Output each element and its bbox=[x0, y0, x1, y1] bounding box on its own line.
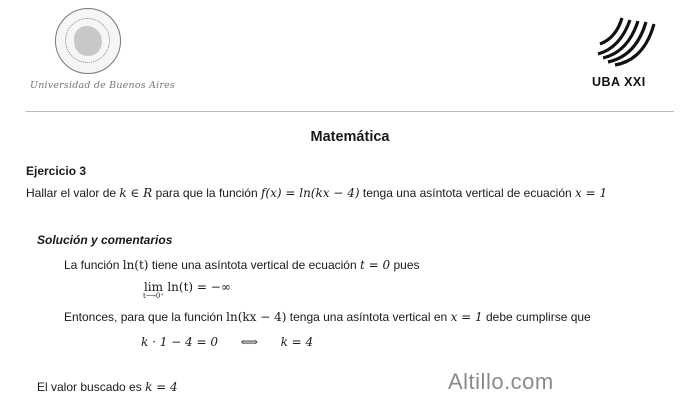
statement-text-2: para que la función bbox=[155, 186, 258, 200]
final-value-math: k = 4 bbox=[145, 380, 178, 394]
equation-left: k · 1 − 4 = 0 bbox=[141, 335, 218, 349]
university-seal-logo bbox=[55, 8, 121, 74]
line3-text-1: Entonces, para que la función bbox=[64, 310, 223, 324]
header-divider bbox=[26, 111, 674, 112]
line3-text-3: debe cumplirse que bbox=[486, 310, 591, 324]
line3-equation-math: x = 1 bbox=[450, 310, 483, 324]
iff-symbol: ⟺ bbox=[240, 335, 258, 349]
limit-word: lim bbox=[143, 280, 164, 294]
uba-xxi-label: UBA XXI bbox=[592, 75, 646, 89]
line1-text-2: tiene una asíntota vertical de ecuación bbox=[151, 258, 357, 272]
university-name: Universidad de Buenos Aires bbox=[30, 80, 175, 91]
exercise-title: Ejercicio 3 bbox=[26, 164, 87, 178]
page-title: Matemática bbox=[310, 129, 390, 145]
equation-right: k = 4 bbox=[280, 335, 314, 349]
solution-line-1 bbox=[64, 258, 420, 272]
statement-equation-math: x = 1 bbox=[575, 186, 608, 200]
limit-subscript: t⟶0⁺ bbox=[143, 292, 164, 300]
limit-expression bbox=[143, 280, 231, 300]
final-text: El valor buscado es bbox=[37, 380, 142, 394]
solution-equivalence bbox=[141, 335, 313, 349]
uba-xxi-logo-icon bbox=[590, 14, 658, 68]
line3-text-2: tenga una asíntota vertical en bbox=[289, 310, 448, 324]
line1-text-3: pues bbox=[393, 258, 420, 272]
line1-function-math: ln(t) bbox=[122, 258, 149, 272]
limit-operator bbox=[143, 280, 164, 300]
line3-function-math: ln(kx − 4) bbox=[226, 310, 287, 324]
seal-emblem bbox=[74, 26, 102, 56]
statement-function-math: f(x) = ln(kx − 4) bbox=[260, 186, 360, 200]
final-answer bbox=[37, 380, 178, 394]
solution-line-3 bbox=[64, 310, 591, 324]
line1-text-1: La función bbox=[64, 258, 120, 272]
solution-heading: Solución y comentarios bbox=[37, 233, 173, 247]
limit-body: ln(t) = −∞ bbox=[167, 280, 231, 294]
line1-equation-math: t = 0 bbox=[360, 258, 391, 272]
altillo-watermark: Altillo.com bbox=[448, 369, 554, 394]
statement-k-math: k ∈ R bbox=[119, 186, 153, 200]
statement-text-3: tenga una asíntota vertical de ecuación bbox=[362, 186, 572, 200]
exercise-statement bbox=[26, 186, 607, 200]
statement-text-1: Hallar el valor de bbox=[26, 186, 117, 200]
